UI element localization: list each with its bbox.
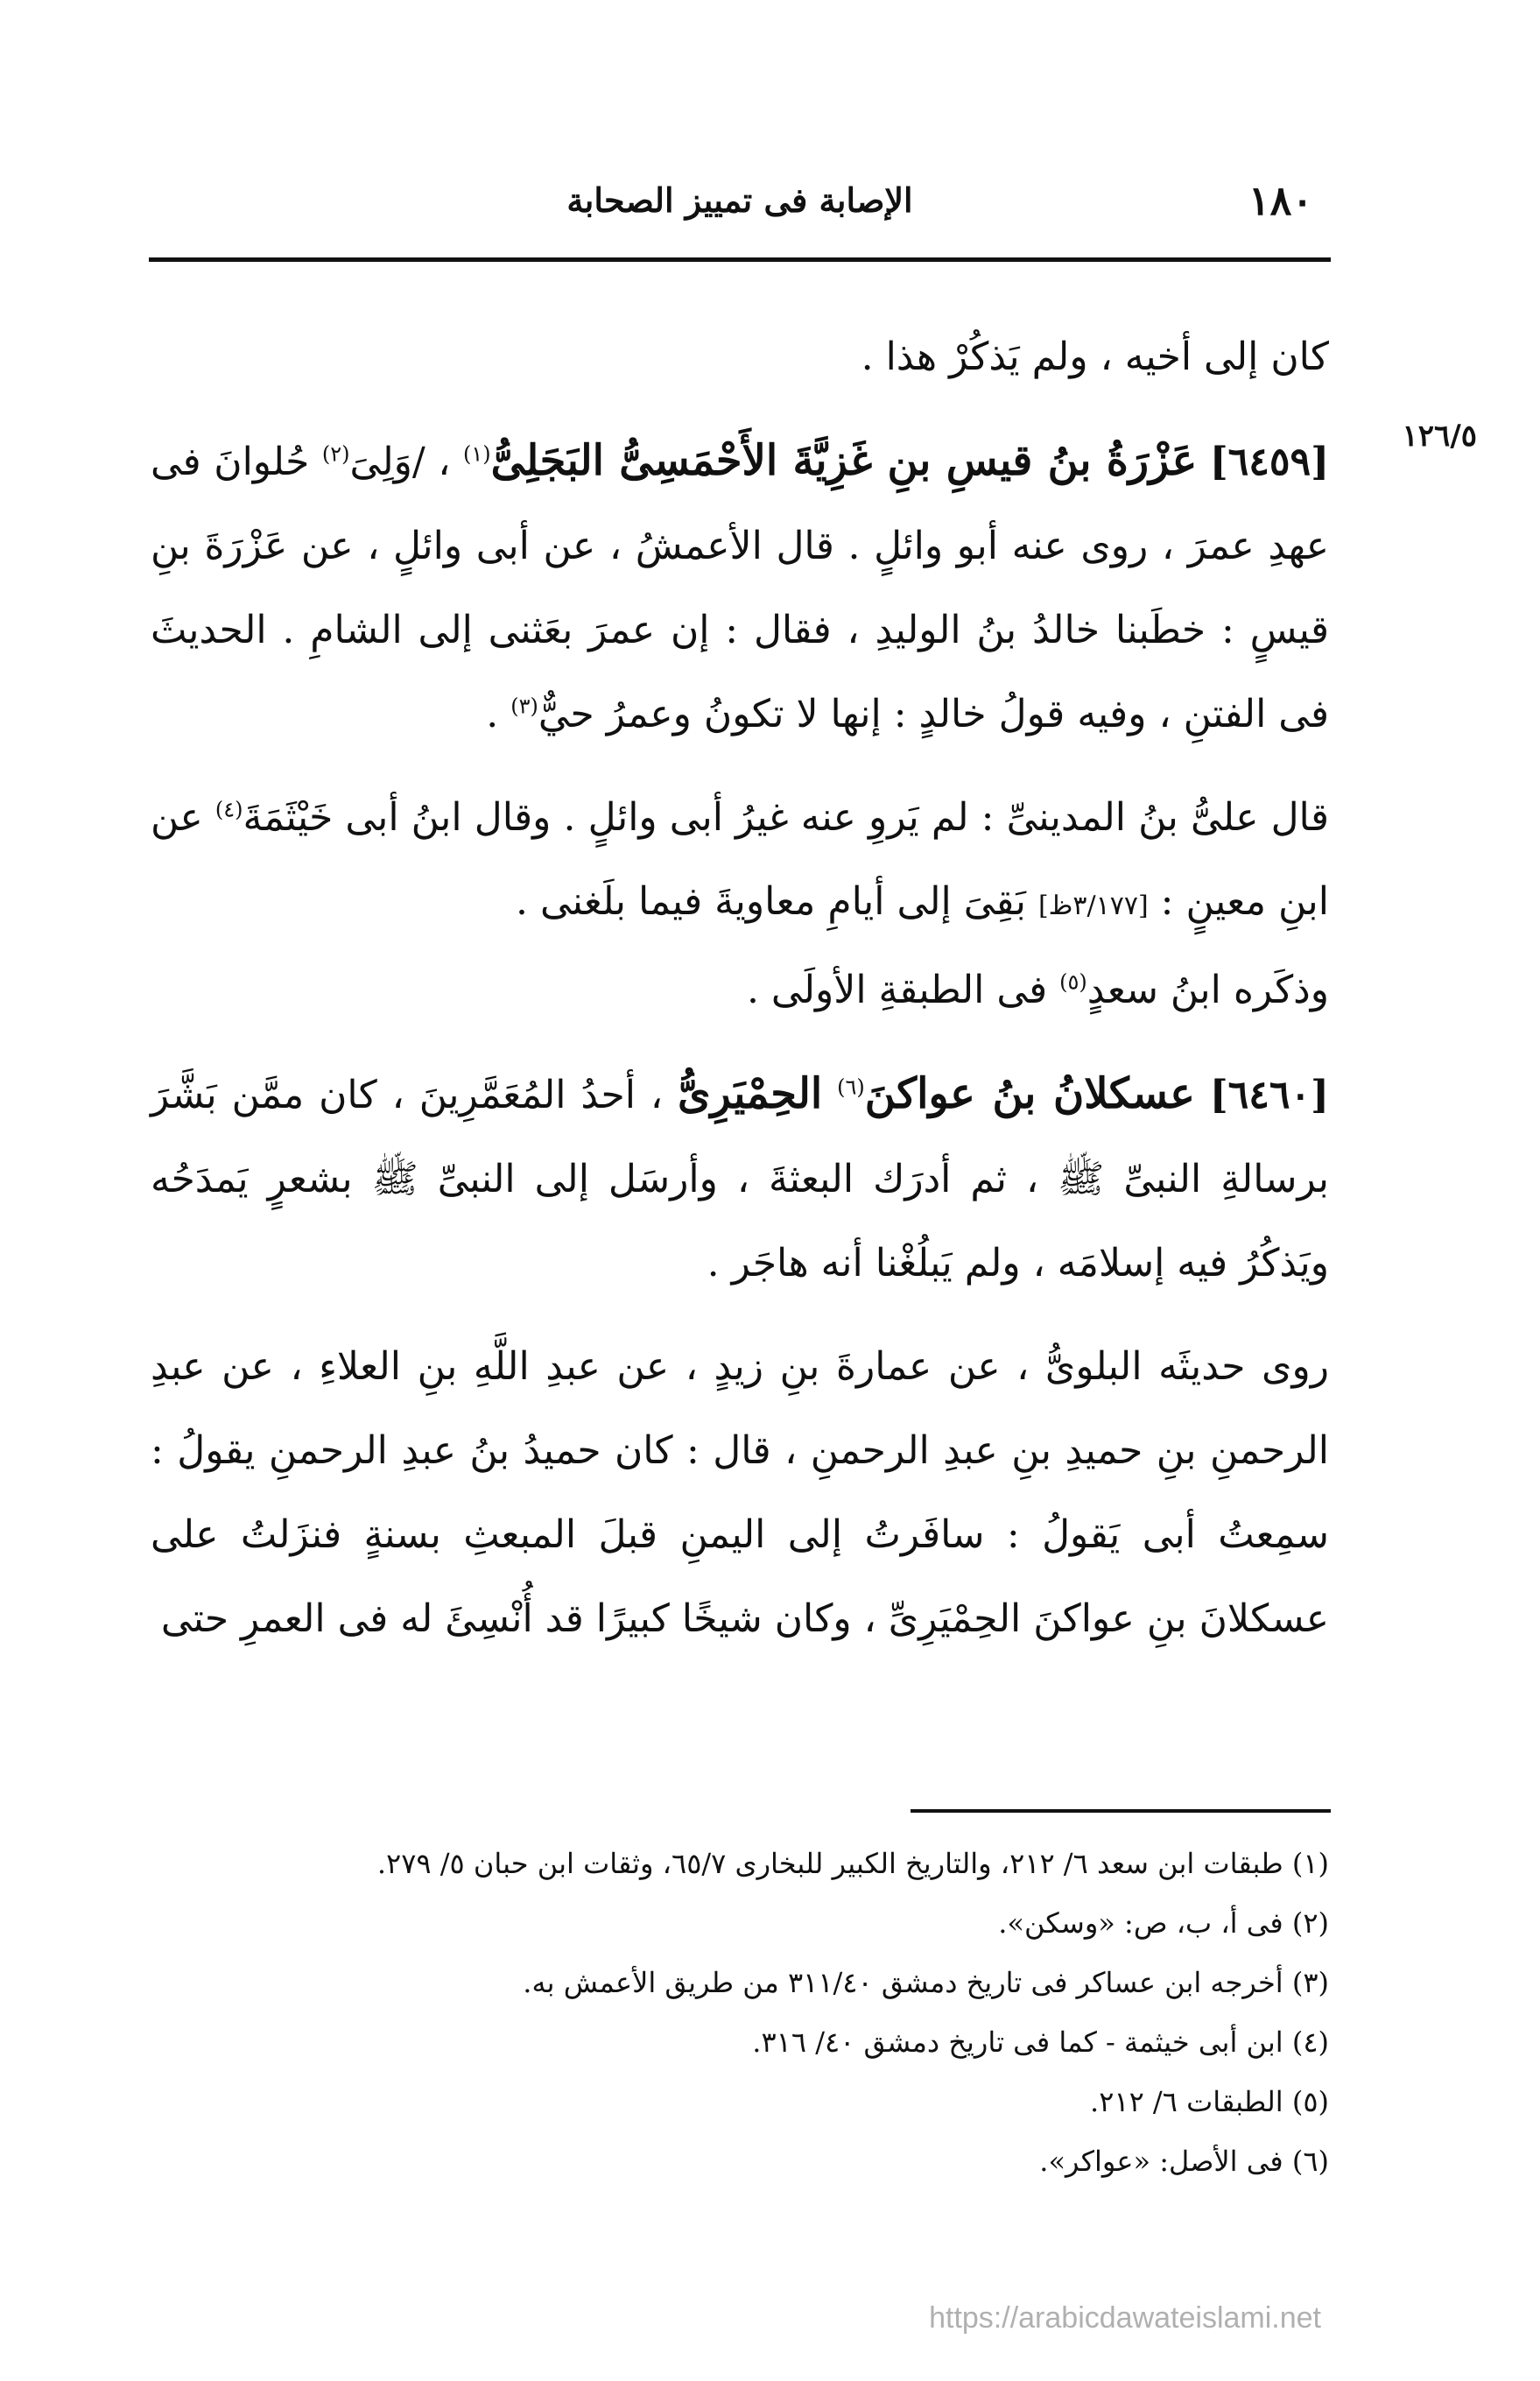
entry-number: [٦٤٦٠] — [1209, 1073, 1329, 1117]
header-divider — [149, 257, 1331, 262]
entry-6459 — [151, 419, 1329, 757]
footnote-6: (٦) فى الأصل: «عواكر». — [1039, 2145, 1329, 2178]
footnotes — [151, 1834, 1329, 2191]
paragraph-text: عن ابنِ معينٍ : — [151, 795, 1329, 924]
intro-line: كان إلى أخيه ، ولم يَذكُرْ هذا . — [861, 335, 1329, 379]
entry-text: حُلوانَ فى عهدِ عمرَ ، روى عنه أبو وائلٍ . قال الأعمشُ ، عن أبى وائلٍ ، عن عَزْرَةَ بنِ قيسٍ : خطَبنا خالدُ بنُ الوليدِ ، فقال : إن عمرَ بعَثنى إلى الشامِ . الحديثَ فى الفتنِ ، وفيه قولُ خالدٍ : إنها لا تكونُ وعمرُ حيٌّ — [151, 440, 1329, 736]
paragraph-rawa: روى حديثَه البلوىُّ ، عن عمارةَ بنِ زيدٍ ، عن عبدِ اللَّهِ بنِ العلاءِ ، عن عبدِ الرحمنِ بنِ حميدِ بنِ عبدِ الرحمنِ ، قال : كان حميدُ بنُ عبدِ الرحمنِ يقولُ : سمِعتُ أبى يَقولُ : سافَرتُ إلى اليمنِ قبلَ المبعثِ بسنةٍ فنزَلتُ على عسكلانَ بنِ عواكنَ الحِمْيَرِىِّ ، وكان شيخًا كبيرًا قد أُنْسِئَ له فى العمرِ حتى — [151, 1344, 1329, 1641]
entry-6460 — [151, 1052, 1329, 1306]
footnote-marker[interactable]: (٦) — [837, 1074, 865, 1100]
paragraph-madini — [151, 776, 1329, 948]
footnote-3: (٣) أخرجه ابن عساكر فى تاريخ دمشق ٣١١/٤٠ من طريق الأعمش به. — [523, 1966, 1329, 1999]
paragraph-text: فى الطبقةِ الأولَى . — [746, 968, 1048, 1012]
entry-text: ، أحدُ المُعَمَّرِينَ ، كان ممَّن بَشَّرَ برسالةِ النبىِّ ﷺ ، ثم أدرَك البعثةَ ، وأرسَل إلى النبىِّ ﷺ بشعرٍ يَمدَحُه ويَذكُرُ فيه إسلامَه ، ولم يَبلُغْنا أنه هاجَر . — [151, 1073, 1329, 1286]
running-header — [149, 172, 1331, 233]
page-number: ١٨٠ — [1248, 177, 1313, 224]
footnote-marker[interactable]: (٣) — [510, 694, 538, 719]
entry-number: [٦٤٥٩] — [1209, 440, 1330, 484]
footnote-marker[interactable]: (٥) — [1059, 969, 1087, 995]
footnote-4: (٤) ابن أبى خيثمة - كما فى تاريخ دمشق ٤٠/ ٣١٦. — [752, 2025, 1329, 2059]
footnote-marker[interactable]: (١) — [463, 441, 491, 467]
footnote-marker[interactable]: (٢) — [321, 441, 350, 467]
footnote-marker[interactable]: (٤) — [214, 797, 243, 822]
footnote-2: (٢) فى أ، ب، ص: «وسكن». — [998, 1906, 1329, 1940]
watermark-url: https://arabicdawateislami.net — [929, 2301, 1321, 2335]
paragraph-text: قال علىُّ بنُ المدينىِّ : لم يَروِ عنه غيرُ أبى وائلٍ . وقال ابنُ أبى خَيْثَمَةَ — [243, 795, 1329, 840]
paragraph-text: بَقِىَ إلى أيامِ معاويةَ فيما بلَغنى . — [516, 879, 1026, 924]
paragraph-text: وذكَره ابنُ سعدٍ — [1086, 968, 1329, 1012]
margin-volume-page-ref: ١٢٦/٥ — [1402, 419, 1477, 454]
entry-name: عَزْرَةُ بنُ قيسِ بنِ غَزِيَّةَ الأَحْمَسِىُّ البَجَلِىُّ — [490, 436, 1198, 485]
paragraph-saad — [151, 948, 1329, 1032]
entry-name: عسكلانُ بنُ عواكنَ — [864, 1069, 1195, 1118]
main-text — [151, 315, 1329, 1661]
footnote-5: (٥) الطبقات ٦/ ٢١٢. — [1090, 2085, 1329, 2118]
footnote-divider — [911, 1809, 1331, 1813]
entry-text: . — [486, 692, 499, 736]
manuscript-ref: [٣/١٧٧ظ] — [1037, 891, 1149, 921]
footnote-1: (١) طبقات ابن سعد ٦/ ٢١٢، والتاريخ الكبير للبخارى ٦٥/٧، وثقات ابن حبان ٥/ ٢٧٩. — [376, 1847, 1329, 1880]
entry-name-nisba: الحِمْيَرِىُّ — [677, 1069, 823, 1118]
book-title: الإصابة فى تمييز الصحابة — [566, 180, 913, 220]
entry-text: ، /وَلِىَ — [349, 440, 451, 484]
